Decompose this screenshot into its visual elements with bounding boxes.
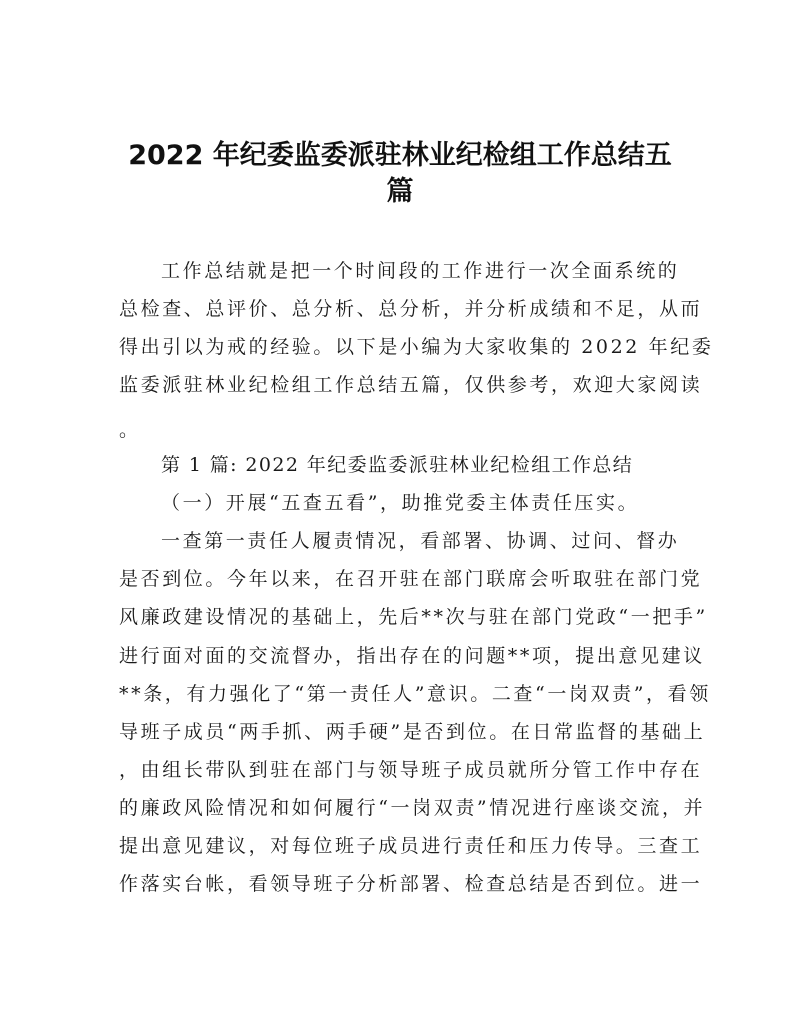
body-line: 进行面对面的交流督办，指出存在的问题**项，提出意见建议 <box>119 645 705 667</box>
body-line: 的廉政风险情况和如何履行“一岗双责”情况进行座谈交流，并 <box>119 797 706 819</box>
body-line: 一查第一责任人履责情况，看部署、协调、过问、督办 <box>161 530 680 552</box>
chapter-heading: 第 1 篇: 2022 年纪委监委派驻林业纪检组工作总结 <box>161 454 634 476</box>
section-heading: （一）开展“五查五看”，助推党委主体责任压实。 <box>161 492 640 514</box>
body-line: 是否到位。今年以来，在召开驻在部门联席会听取驻在部门党 <box>119 568 703 590</box>
body-line: ，由组长带队到驻在部门与领导班子成员就所分管工作中存在 <box>119 759 703 781</box>
intro-line: 工作总结就是把一个时间段的工作进行一次全面系统的 <box>161 260 680 282</box>
intro-line: 。 <box>119 419 141 441</box>
body-line: 提出意见建议，对每位班子成员进行责任和压力传导。三查工 <box>119 835 703 857</box>
intro-line: 得出引以为戒的经验。以下是小编为大家收集的 2022 年纪委 <box>119 336 714 358</box>
body-line: 作落实台帐，看领导班子分析部署、检查总结是否到位。进一 <box>119 873 703 895</box>
body-line: 导班子成员“两手抓、两手硬”是否到位。在日常监督的基础上 <box>119 721 706 743</box>
document-title: 2022 年纪委监委派驻林业纪检组工作总结五 <box>128 140 672 171</box>
body-line: 风廉政建设情况的基础上，先后**次与驻在部门党政“一把手” <box>119 606 708 628</box>
body-line: **条，有力强化了“第一责任人”意识。二查“一岗双责”，看领 <box>119 683 711 705</box>
intro-line: 总检查、总评价、总分析、总分析，并分析成绩和不足，从而 <box>119 298 703 320</box>
document-title-continued: 篇 <box>386 176 414 207</box>
intro-line: 监委派驻林业纪检组工作总结五篇，仅供参考，欢迎大家阅读 <box>119 374 703 396</box>
